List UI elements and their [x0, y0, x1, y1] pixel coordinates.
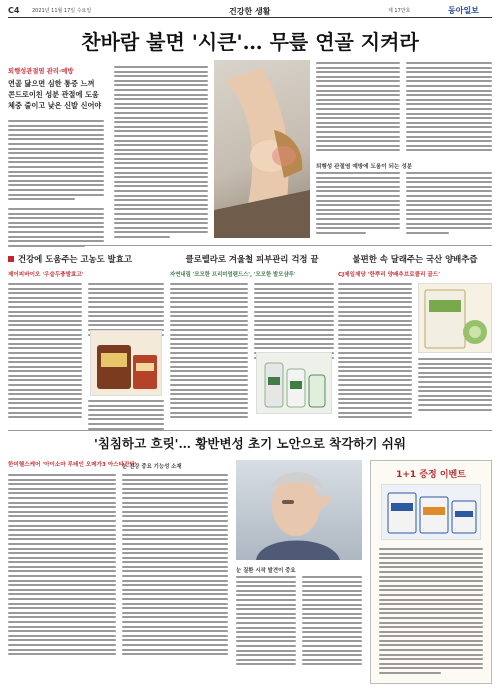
- lead-deck: 연골 닳으면 심한 통증 느껴 콘드로이친 성분 관절에 도움 체중 줄이고 낮은 신발 신어야: [8, 79, 102, 110]
- promo-box: [370, 460, 492, 684]
- cabbage-text-b: [418, 358, 492, 411]
- chlorella-text-a: [170, 283, 248, 418]
- promo-title: 1+1 증정 이벤트: [396, 470, 466, 480]
- promo-text: [379, 548, 483, 674]
- page-header: [8, 4, 492, 18]
- brand-eye: 한미헬스케어 '아이소마 루테인 오메가3 아스타잔틴': [8, 462, 137, 468]
- header-date: 2021년 11월 17일 수요일: [32, 8, 92, 14]
- section-title-chlorella: 클로렐라로 겨울철 피부관리 걱정 끝: [185, 254, 319, 264]
- lead-text-col4: [406, 62, 492, 151]
- section-title-cabbage: 불편한 속 달래주는 국산 양배추즙: [352, 254, 478, 264]
- promo-product-photo: [381, 484, 481, 540]
- lead-section-label: 퇴행성관절염 관리·예방: [8, 68, 74, 75]
- yogurt-text-b: [88, 283, 164, 336]
- eye-text-c: [236, 576, 296, 665]
- eye-text-d: [302, 576, 362, 665]
- bullet-icon: [8, 256, 14, 262]
- lead-text-col6: [406, 172, 492, 234]
- brand-cabbage: CJ제일제당 '한뿌리 양배추브로콜리 골드': [338, 272, 440, 278]
- bottom-headline: '침침하고 흐릿'… 황반변성 초기 노안으로 착각하기 쉬워: [94, 436, 406, 451]
- chlorella-product-photo: [256, 352, 332, 414]
- section-divider: [8, 245, 492, 246]
- lead-subhead: 퇴행성 관절염 예방에 도움이 되는 성분: [316, 164, 413, 170]
- section-divider-2: [8, 430, 492, 431]
- lead-text-col2: [114, 66, 208, 238]
- eye-subhead-2: 눈 질환 시작 발견이 중요: [236, 568, 296, 574]
- cabbage-product-photo: [418, 283, 492, 353]
- lead-text-col5: [316, 172, 400, 234]
- eye-photo: [236, 460, 362, 560]
- paper-name: 동아일보: [448, 6, 479, 15]
- issue-info: 제 17만호: [388, 8, 411, 14]
- yogurt-product-photo: [90, 330, 162, 396]
- eye-text-a: [8, 474, 116, 655]
- brand-yogurt: 제이피바이오 '우슬두충발효고': [8, 272, 84, 278]
- knee-photo: [214, 60, 310, 238]
- lead-text-col1b: [8, 208, 104, 247]
- lead-headline: 찬바람 불면 '시큰'… 무릎 연골 지켜라: [81, 30, 419, 54]
- yogurt-text-c: [88, 400, 164, 430]
- cabbage-text-a: [338, 283, 412, 418]
- section-name: 건강한 생활: [229, 7, 271, 16]
- lead-text-col1: [8, 120, 104, 200]
- chlorella-text-b: [254, 283, 334, 359]
- brand-chlorella: 자연내림 '모모한 프리미엄랜드스', '모모한 발모샴푸': [170, 272, 296, 278]
- section-title-yogurt: 건강에 도움주는 고농도 발효고: [8, 252, 164, 266]
- yogurt-text-a: [8, 283, 82, 418]
- lead-text-col3: [316, 62, 400, 151]
- eye-text-b: [122, 474, 228, 655]
- page-number: C4: [8, 6, 20, 15]
- eye-subhead-1: 눈 건강 중요 기능성 소재: [122, 464, 182, 470]
